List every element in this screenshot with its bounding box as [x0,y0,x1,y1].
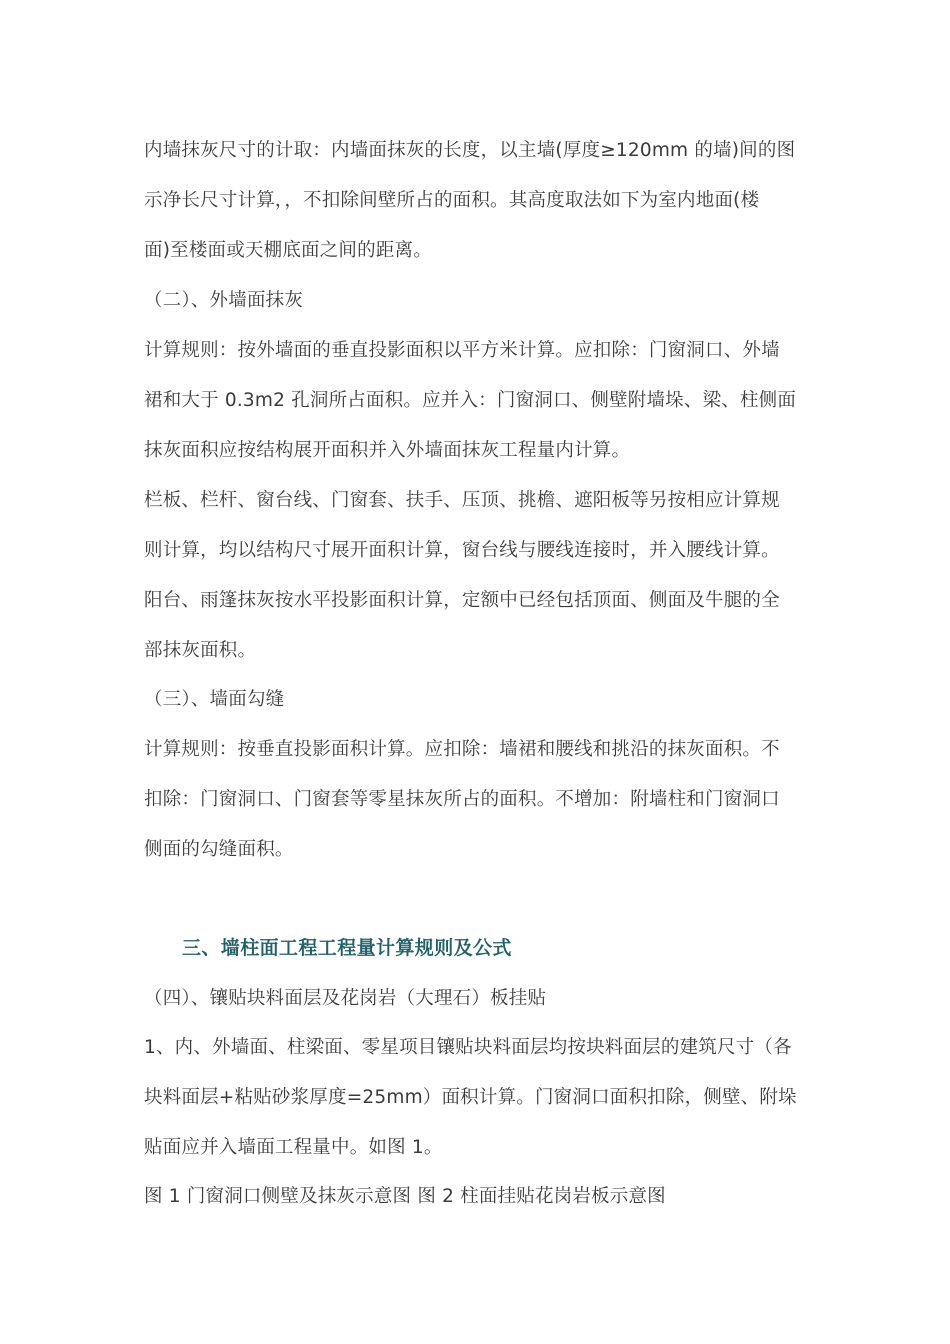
subsection-title: （二）、外墙面抹灰 [144,290,304,311]
paragraph-line: 1、内、外墙面、柱梁面、零星项目镶贴块料面层均按块料面层的建筑尺寸（各 [144,1037,792,1058]
section-heading: 三、墙柱面工程工程量计算规则及公式 [182,937,512,959]
paragraph-line: 阳台、雨篷抹灰按水平投影面积计算，定额中已经包括顶面、侧面及牛腿的全 [144,590,780,611]
subsection-title: （三）、墙面勾缝 [144,689,285,710]
subsection-title: （四）、镶贴块料面层及花岗岩（大理石）板挂贴 [144,988,547,1009]
paragraph-line: 部抹灰面积。 [144,640,257,661]
paragraph-line: 裙和大于 0.3m2 孔洞所占面积。应并入：门窗洞口、侧壁附墙垛、梁、柱侧面 [144,390,797,411]
paragraph-line: 计算规则：按外墙面的垂直投影面积以平方米计算。应扣除：门窗洞口、外墙 [144,340,780,361]
paragraph-line: 贴面应并入墙面工程量中。如图 1。 [144,1137,443,1158]
paragraph-line: 示净长尺寸计算，，不扣除间壁所占的面积。其高度取法如下为室内地面(楼 [144,190,760,211]
paragraph-line: 面)至楼面或天棚底面之间的距离。 [144,240,432,261]
paragraph-line: 扣除：门窗洞口、门窗套等零星抹灰所占的面积。不增加：附墙柱和门窗洞口 [144,789,780,810]
paragraph-line: 侧面的勾缝面积。 [144,839,294,860]
paragraph-line: 则计算，均以结构尺寸展开面积计算，窗台线与腰线连接时，并入腰线计算。 [144,540,780,561]
paragraph-line: 块料面层+粘贴砂浆厚度=25mm）面积计算。门窗洞口面积扣除，侧壁、附垛 [144,1087,797,1108]
paragraph-line: 抹灰面积应按结构展开面积并入外墙面抹灰工程量内计算。 [144,440,631,461]
paragraph-line: 计算规则：按垂直投影面积计算。应扣除：墙裙和腰线和挑沿的抹灰面积。不 [144,739,780,760]
figure-caption: 图 1 门窗洞口侧壁及抹灰示意图 图 2 柱面挂贴花岗岩板示意图 [144,1186,666,1207]
paragraph-line: 栏板、栏杆、窗台线、门窗套、扶手、压顶、挑檐、遮阳板等另按相应计算规 [144,490,780,511]
paragraph-line: 内墙抹灰尺寸的计取：内墙面抹灰的长度，以主墙(厚度≥120mm 的墙)间的图 [144,140,796,161]
